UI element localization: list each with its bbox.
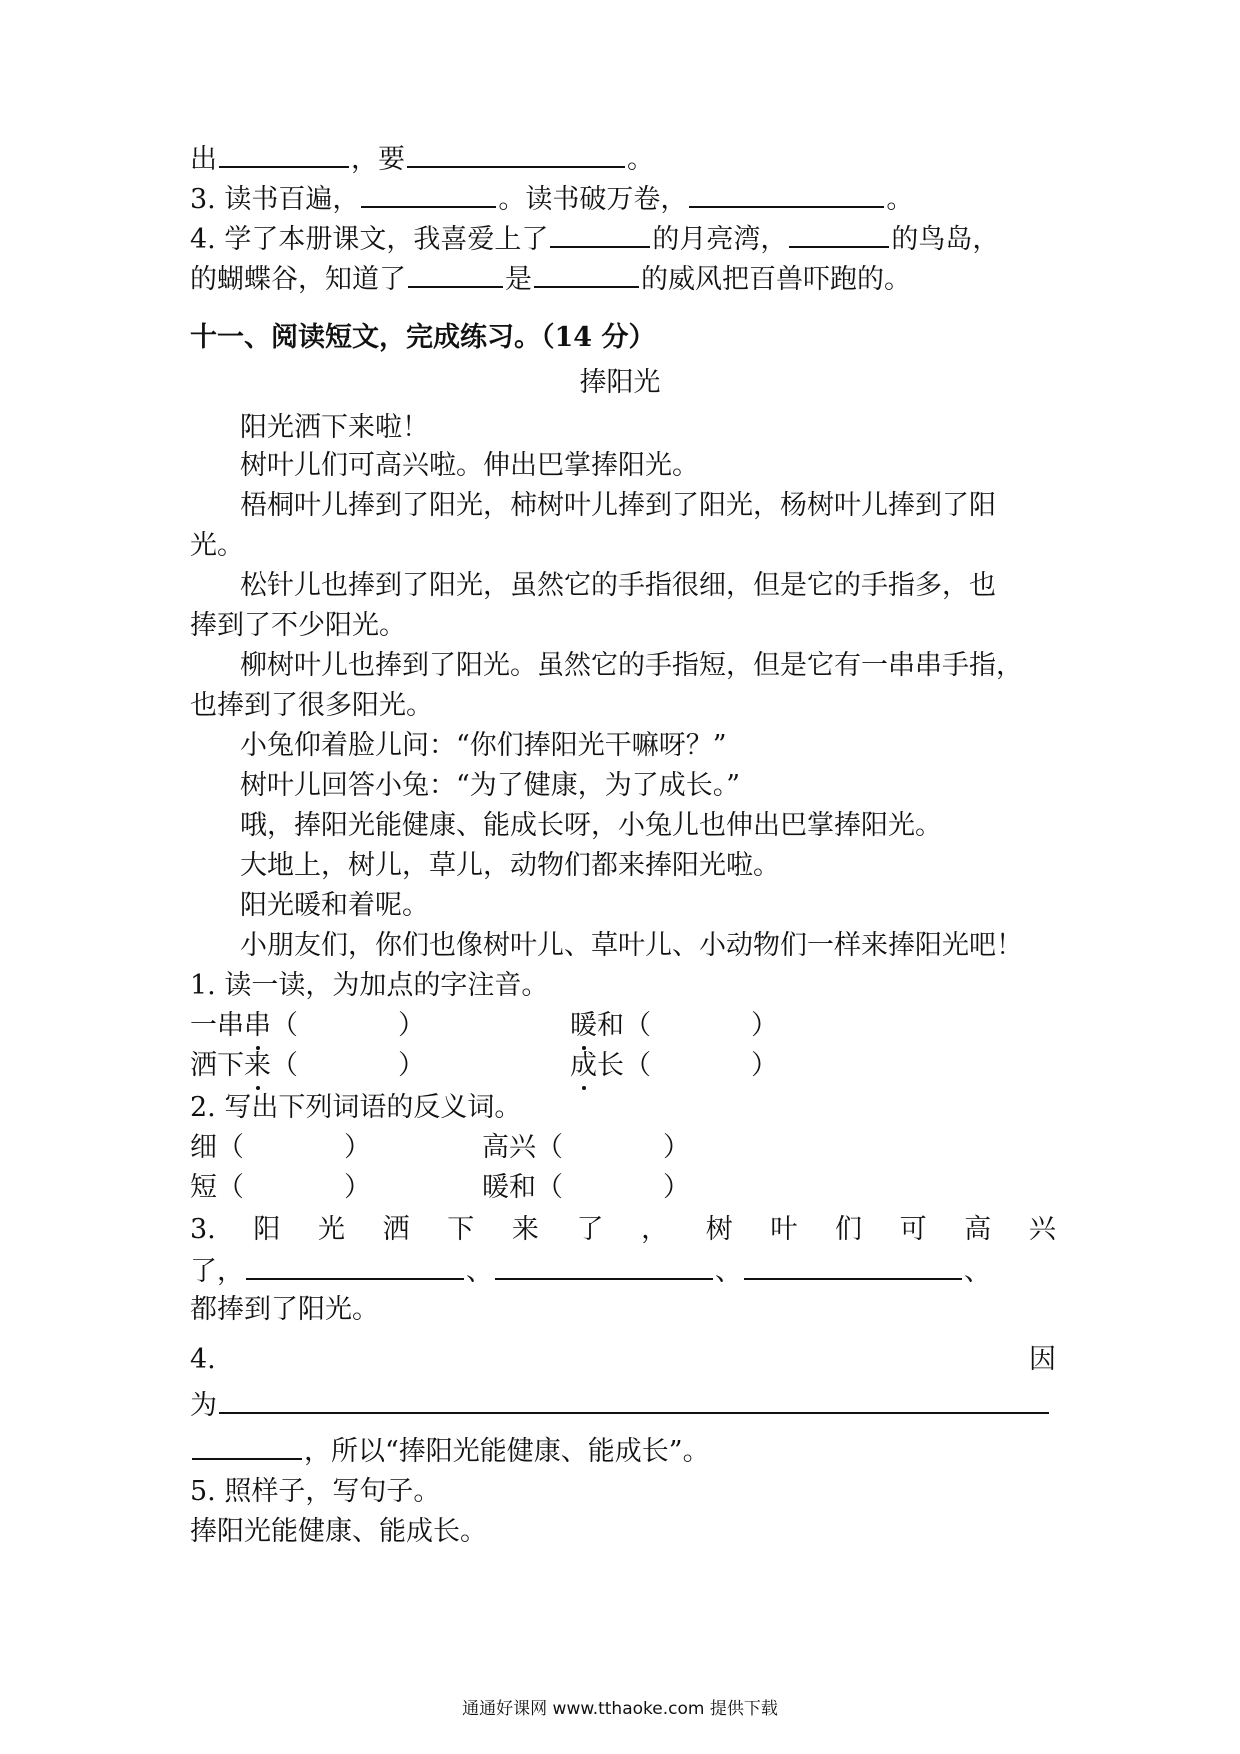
paren: ） (344, 1172, 371, 1203)
paren: （ (271, 1050, 298, 1081)
passage-line: 大地上，树儿，草儿，动物们都来捧阳光啦。 (240, 850, 780, 881)
char: ， (641, 1214, 669, 1245)
text: 。读书破万卷， (498, 184, 688, 215)
text: 长 (597, 1050, 624, 1081)
question-2: 2. 写出下列词语的反义词。 (190, 1092, 522, 1123)
passage-line: 柳树叶儿也捧到了阳光。虽然它的手指短，但是它有一串串手指， (240, 650, 1023, 681)
text: 的蝴蝶谷，知道了 (190, 264, 406, 295)
answer-blank[interactable] (550, 220, 650, 248)
passage-line: 树叶儿们可高兴啦。伸出巴掌捧阳光。 (240, 450, 699, 481)
answer-blank[interactable] (219, 140, 349, 168)
question-4-line-3 (190, 1432, 710, 1470)
passage-line: 松针儿也捧到了阳光，虽然它的手指很细，但是它的手指多，也 (240, 570, 996, 601)
question-4-line-2 (190, 260, 911, 298)
answer-blank[interactable] (407, 140, 625, 168)
answer-blank[interactable] (192, 1432, 302, 1460)
paren: ） (398, 1050, 425, 1081)
text: 、 (964, 1256, 991, 1287)
paren: （ (536, 1132, 563, 1163)
dotted-char: 暖 (570, 1008, 597, 1044)
q1-item (570, 1048, 778, 1084)
char: 可 (899, 1214, 927, 1245)
question-4-line (190, 220, 999, 258)
text: ，所以“捧阳光能健康、能成长”。 (304, 1436, 710, 1467)
answer-blank[interactable] (408, 260, 503, 288)
question-3-line (190, 180, 913, 218)
q1-item (570, 1008, 778, 1044)
passage-line: 梧桐叶儿捧到了阳光，柿树叶儿捧到了阳光，杨树叶儿捧到了阳 (240, 490, 996, 521)
blank-line-top (190, 140, 654, 178)
passage-line: 阳光洒下来啦！ (240, 412, 429, 443)
answer-blank[interactable] (534, 260, 639, 288)
passage-line: 也捧到了很多阳光。 (190, 690, 433, 721)
text: 的鸟岛， (891, 224, 1000, 255)
paren: ） (663, 1172, 690, 1203)
paren: （ (217, 1132, 244, 1163)
question-3-spread (190, 1212, 1056, 1248)
q1-item (190, 1048, 425, 1084)
passage-line: 阳光暖和着呢。 (240, 890, 429, 921)
paren: （ (536, 1172, 563, 1203)
text: 因 (1029, 1344, 1056, 1375)
text: 是 (505, 264, 532, 295)
text: 洒下 (190, 1050, 244, 1081)
text: ，要 (351, 144, 405, 175)
text: 、 (466, 1256, 493, 1287)
paren: （ (624, 1010, 651, 1041)
paren: ） (751, 1010, 778, 1041)
question-5-example: 捧阳光能健康、能成长。 (190, 1516, 487, 1547)
passage-line: 哦，捧阳光能健康、能成长呀，小兔儿也伸出巴掌捧阳光。 (240, 810, 942, 841)
answer-blank[interactable] (219, 1386, 1049, 1414)
text: 4. 学了本册课文，我喜爱上了 (190, 224, 549, 255)
passage-line: 捧到了不少阳光。 (190, 610, 406, 641)
dotted-char: 串 (244, 1008, 271, 1044)
text: 为 (190, 1390, 217, 1421)
text: 3. 读书百遍， (190, 184, 360, 215)
answer-blank[interactable] (744, 1252, 962, 1280)
char: 来 (511, 1214, 539, 1245)
char: 叶 (770, 1214, 798, 1245)
q2-item (190, 1130, 371, 1166)
char: 下 (447, 1214, 475, 1245)
text: 了， (190, 1256, 244, 1287)
question-3-line-2 (190, 1252, 991, 1290)
q1-item (190, 1008, 425, 1044)
text: 出 (190, 144, 217, 175)
text: 。 (886, 184, 914, 215)
text: 一串 (190, 1010, 244, 1041)
passage-title: 捧阳光 (579, 367, 661, 398)
char: 洒 (382, 1214, 410, 1245)
dotted-char: 成 (570, 1048, 597, 1084)
q2-item (482, 1130, 690, 1166)
paren: （ (217, 1172, 244, 1203)
answer-blank[interactable] (689, 180, 884, 208)
char: 光 (318, 1214, 346, 1245)
paren: ） (398, 1010, 425, 1041)
section-heading: 十一、阅读短文，完成练习。（14 分） (190, 322, 656, 353)
text: 细 (190, 1132, 217, 1163)
answer-blank[interactable] (246, 1252, 464, 1280)
footer-text: 通通好课网 www.tthaoke.com 提供下载 (462, 1699, 778, 1719)
question-3-line-3: 都捧到了阳光。 (190, 1294, 379, 1325)
answer-blank[interactable] (361, 180, 496, 208)
text: 短 (190, 1172, 217, 1203)
text: 和 (597, 1010, 624, 1041)
char: 兴 (1028, 1214, 1056, 1245)
text: 高兴 (482, 1132, 536, 1163)
text: 4. (190, 1344, 216, 1375)
char: 树 (705, 1214, 733, 1245)
question-5: 5. 照样子，写句子。 (190, 1476, 441, 1507)
char: 了 (576, 1214, 604, 1245)
char: 高 (964, 1214, 992, 1245)
passage-line: 光。 (190, 530, 244, 561)
char: 阳 (253, 1214, 281, 1245)
answer-blank[interactable] (789, 220, 889, 248)
q2-item (482, 1170, 690, 1206)
passage-line: 树叶儿回答小兔：“为了健康，为了成长。” (240, 770, 741, 801)
paren: ） (663, 1132, 690, 1163)
question-4-spread (190, 1342, 1056, 1378)
answer-blank[interactable] (495, 1252, 713, 1280)
char: 3. (190, 1214, 216, 1245)
text: 、 (715, 1256, 742, 1287)
q2-item (190, 1170, 371, 1206)
paren: （ (271, 1010, 298, 1041)
text: 的威风把百兽吓跑的。 (641, 264, 911, 295)
passage-line: 小朋友们，你们也像树叶儿、草叶儿、小动物们一样来捧阳光吧！ (240, 930, 1023, 961)
paren: （ (624, 1050, 651, 1081)
text: 。 (627, 144, 654, 175)
question-4-line-2 (190, 1386, 1051, 1424)
char: 们 (835, 1214, 863, 1245)
dotted-char: 来 (244, 1048, 271, 1084)
passage-line: 小兔仰着脸儿问：“你们捧阳光干嘛呀？” (240, 730, 727, 761)
question-1: 1. 读一读，为加点的字注音。 (190, 970, 549, 1001)
text: 暖和 (482, 1172, 536, 1203)
paren: ） (751, 1050, 778, 1081)
paren: ） (344, 1132, 371, 1163)
text: 的月亮湾， (652, 224, 788, 255)
